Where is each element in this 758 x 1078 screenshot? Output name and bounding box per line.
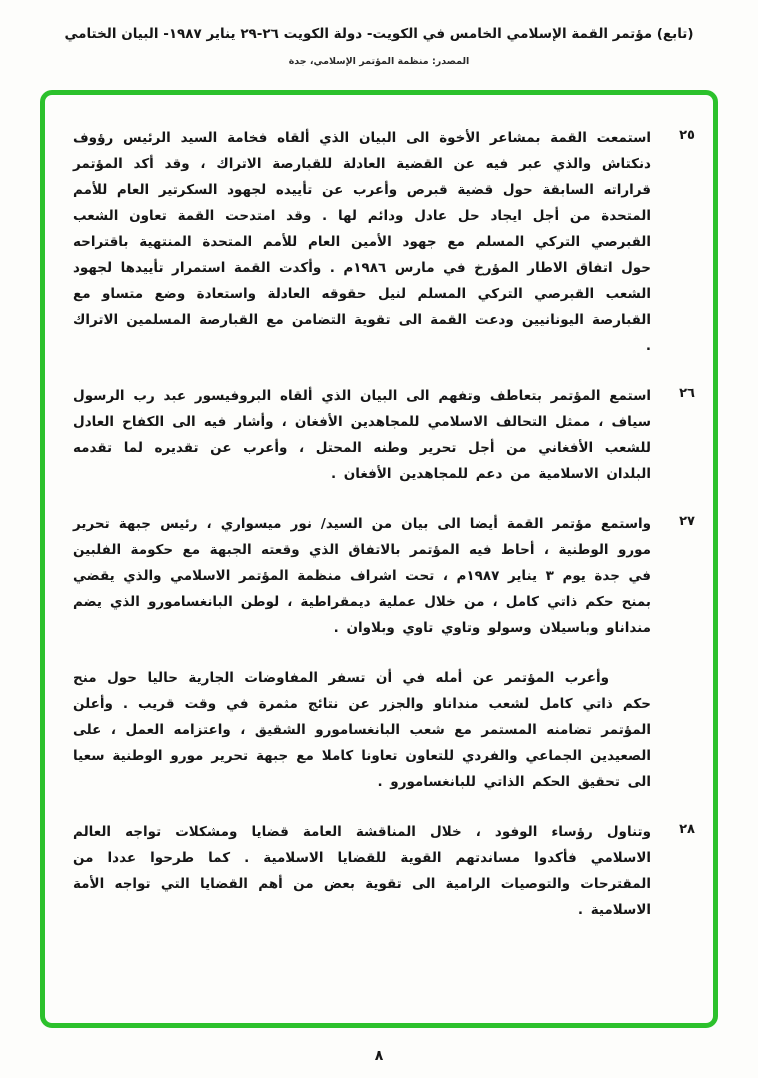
paragraph-25 xyxy=(73,125,695,359)
paragraph-text: استمع المؤتمر بتعاطف وتفهم الى البيان الذي ألقاه البروفيسور عبد رب الرسول سياف ، ممثل التحالف الاسلامي للمجاهدين الأفغان ، وأشار فيه الى الكفاح العادل للشعب الأفغاني من أجل تحرير وطنه المحتل ، وأعرب عن تقديره لما تقدمه البلدان الاسلامية من دعم للمجاهدين الأفغان . xyxy=(73,388,651,482)
paragraph-number: ٢٥ xyxy=(679,128,695,143)
page-number: ٨ xyxy=(374,1048,384,1064)
paragraph-number: ٢٦ xyxy=(679,386,695,401)
paragraph-text: استمعت القمة بمشاعر الأخوة الى البيان الذي ألقاه فخامة السيد الرئيس رؤوف دنكتاش والذي عبر فيه عن القضية العادلة للقبارصة الاتراك ، وقد أكد المؤتمر قراراته السابقة حول قضية قبرص وأعرب عن تأييده لجهود السكرتير العام للأمم المتحدة من أجل ايجاد حل عادل ودائم لها . وقد امتدحت القمة تعاون الشعب القبرصي التركي المسلم مع جهود الأمين العام للأمم المتحدة المنتهية باقتراحه حول اتفاق الاطار المؤرخ في مارس ١٩٨٦م . وأكدت القمة استمرار تأييدها لجهود الشعب القبرصي التركي المسلم لنيل حقوقه العادلة واستعادة وضع متساو مع القبارصة اليونانيين ودعت القمة الى تقوية التضامن مع القبارصة المسلمين الاتراك . xyxy=(73,130,652,354)
paragraph-text: واستمع مؤتمر القمة أيضا الى بيان من السيد/ نور ميسواري ، رئيس جبهة تحرير مورو الوطنية ، أحاط فيه المؤتمر بالاتفاق الذي وقعته الجبهة مع حكومة الفلبين في جدة يوم ٣ يناير ١٩٨٧م ، تحت اشراف منظمة المؤتمر الاسلامي والذي يقضي بمنح حكم ذاتي كامل ، من خلال عملية ديمقراطية ، لوطن البانغسامورو الذي يضم منداناو وباسيلان وسولو وتاوي تاوي وبلاوان . xyxy=(73,516,651,636)
page-header-title: (تابع) مؤتمر القمة الإسلامي الخامس في الكويت- دولة الكويت ٢٦-٢٩ يناير ١٩٨٧- البيان الختامي xyxy=(64,26,694,42)
paragraph-28 xyxy=(73,819,695,923)
source-line: المصدر: منظمة المؤتمر الإسلامي، جدة xyxy=(288,56,470,67)
paragraph-27 xyxy=(73,511,695,641)
paragraph-number: ٢٧ xyxy=(679,514,695,529)
paragraph-27-continuation xyxy=(73,665,695,795)
paragraph-number: ٢٨ xyxy=(679,822,695,837)
paragraph-number-empty xyxy=(651,665,695,795)
content-border-box xyxy=(40,90,718,1028)
paragraph-26 xyxy=(73,383,695,487)
paragraph-text: وتناول رؤساء الوفود ، خلال المناقشة العامة قضايا ومشكلات تواجه العالم الاسلامي فأكدوا مساندتهم القوية للقضايا الاسلامية . كما طرحوا عددا من المقترحات والتوصيات الرامية الى تقوية بعض من أهم القضايا التي تواجه الأمة الاسلامية . xyxy=(73,824,651,918)
paragraph-text: وأعرب المؤتمر عن أمله في أن تسفر المفاوضات الجارية حاليا حول منح حكم ذاتي كامل لشعب منداناو والجزر عن نتائج مثمرة في وقت قريب . وأعلن المؤتمر تضامنه المستمر مع شعب البانغسامورو الشقيق ، واعتزامه العمل ، على الصعيدين الجماعي والفردي للتعاون تعاونا كاملا مع جبهة تحرير مورو الوطنية سعيا الى تحقيق الحكم الذاتي للبانغسامورو . xyxy=(73,670,651,790)
